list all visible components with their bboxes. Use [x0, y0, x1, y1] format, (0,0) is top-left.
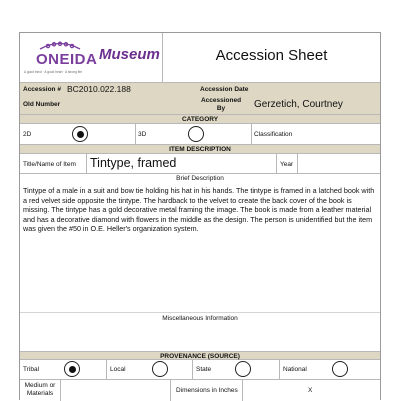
misc-information-label: Miscellaneous Information	[162, 315, 238, 322]
radio-local[interactable]	[152, 361, 168, 377]
category-3d-label: 3D	[138, 131, 147, 138]
provenance-divider-2	[192, 360, 193, 379]
oneida-logo	[24, 39, 96, 79]
medium-dimensions-row	[20, 380, 380, 401]
radio-3d[interactable]	[188, 126, 204, 142]
title-divider-3	[297, 154, 298, 173]
year-label: Year	[280, 161, 294, 168]
accession-sheet	[19, 32, 381, 400]
logo-tagline: A good mind · A good heart · A strong fire	[24, 70, 83, 74]
item-title-label: Title/Name of Item	[23, 161, 76, 168]
brief-description-text[interactable]: Tintype of a male in a suit and bow tie holding his hat in his hands. The tintype is framed in a latched book with a red velvet side opposite the tintype. The hardback to the velvet to create the back cover of the book is missing. The tintype has a gold decorative metal framing the image. The book is made from a leather material and has a decorative diamond with flowers in the middle as the design. The person is unidentified but the item was given the #50 in O.E. Heller's organization system.	[23, 186, 375, 234]
dimensions-separator: X	[308, 387, 313, 394]
medium-divider-3	[242, 380, 243, 401]
category-divider-2	[251, 124, 252, 144]
national-label: National	[283, 366, 307, 373]
item-title-value[interactable]: Tintype, framed	[90, 156, 177, 170]
brief-description-section	[20, 174, 380, 312]
local-label: Local	[110, 366, 126, 373]
accessioned-by-label: Accessioned By	[200, 97, 242, 112]
provenance-divider-3	[279, 360, 280, 379]
logo-text: ONEIDA	[36, 51, 98, 68]
brief-description-label: Brief Description	[176, 175, 224, 182]
title-divider-1	[86, 154, 87, 173]
medium-divider-1	[60, 380, 61, 401]
title-divider-2	[276, 154, 277, 173]
medium-value[interactable]	[64, 382, 164, 398]
provenance-divider-1	[106, 360, 107, 379]
accessioned-by-value[interactable]: Gerzetich, Courtney	[254, 99, 343, 110]
accession-number-value[interactable]: BC2010.022.188	[67, 84, 131, 94]
accession-number-label: Accession #	[23, 86, 61, 93]
museum-label: Museum	[99, 46, 160, 63]
radio-2d[interactable]	[72, 126, 88, 142]
tribal-label: Tribal	[23, 366, 40, 373]
radio-tribal[interactable]	[64, 361, 80, 377]
medium-divider-2	[170, 380, 171, 401]
sheet-header	[20, 33, 380, 83]
category-2d-label: 2D	[23, 131, 32, 138]
accession-date-label: Accession Date	[200, 86, 249, 93]
radio-2d-selected-icon	[77, 131, 84, 138]
category-divider-1	[135, 124, 136, 144]
title-row	[20, 154, 380, 174]
category-heading: CATEGORY	[20, 115, 380, 124]
radio-tribal-selected-icon	[69, 366, 76, 373]
category-row	[20, 124, 380, 145]
provenance-row	[20, 360, 380, 380]
page-title: Accession Sheet	[215, 47, 328, 64]
old-number-row	[20, 95, 380, 115]
radio-national[interactable]	[332, 361, 348, 377]
classification-label: Classification	[254, 131, 293, 138]
state-label: State	[196, 366, 212, 373]
provenance-heading: PROVENANCE (SOURCE)	[20, 351, 380, 360]
medium-label: Medium or Materials	[24, 382, 56, 397]
radio-state[interactable]	[235, 361, 251, 377]
dimensions-label: Dimensions in Inches	[176, 387, 238, 394]
accession-row	[20, 83, 380, 95]
old-number-label: Old Number	[23, 101, 61, 108]
item-description-heading: ITEM DESCRIPTION	[20, 145, 380, 154]
